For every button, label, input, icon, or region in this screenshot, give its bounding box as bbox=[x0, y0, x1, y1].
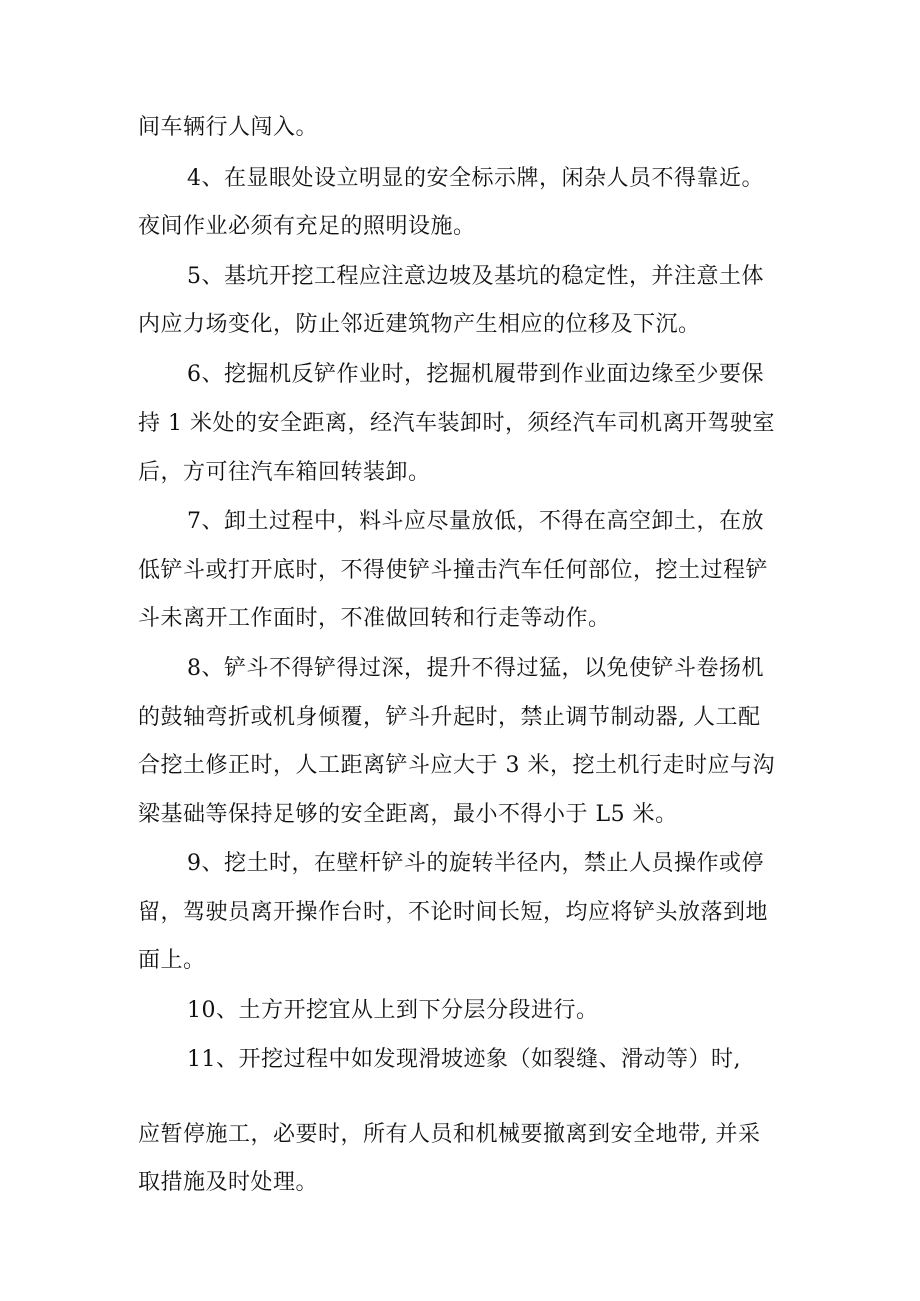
text-line: 7、卸土过程中，料斗应尽量放低，不得在高空卸土，在放 bbox=[187, 509, 764, 534]
text-line: 取措施及时处理。 bbox=[138, 1170, 319, 1195]
text-line: 留，驾驶员离开操作台时，不论时间长短，均应将铲头放落到地 bbox=[138, 900, 769, 925]
text-line: 后，方可往汽车箱回转装卸。 bbox=[138, 460, 431, 485]
text-line: 9、挖土时，在壁杆铲斗的旋转半径内，禁止人员操作或停 bbox=[187, 851, 764, 876]
text-line: 合挖土修正时，人工距离铲斗应大于 3 米，挖土机行走时应与沟 bbox=[138, 753, 775, 778]
text-line: 的鼓轴弯折或机身倾覆，铲斗升起时，禁止调节制动器, 人工配 bbox=[138, 705, 761, 730]
text-line: 11、开挖过程中如发现滑坡迹象（如裂缝、滑动等）时, bbox=[187, 1047, 741, 1072]
text-line: 间车辆行人闯入。 bbox=[138, 115, 319, 140]
text-line: 8、铲斗不得铲得过深，提升不得过猛，以免使铲斗卷扬机 bbox=[187, 656, 764, 681]
text-line: 持 1 米处的安全距离，经汽车装卸时，须经汽车司机离开驾驶室 bbox=[138, 411, 775, 436]
text-line: 4、在显眼处设立明显的安全标示牌，闲杂人员不得靠近。 bbox=[187, 166, 764, 191]
text-line: 内应力场变化，防止邻近建筑物产生相应的位移及下沉。 bbox=[138, 312, 701, 337]
text-line: 10、土方开挖宜从上到下分层分段进行。 bbox=[187, 998, 599, 1023]
text-line: 5、基坑开挖工程应注意边坡及基坑的稳定性，并注意土体 bbox=[187, 264, 764, 289]
text-line: 夜间作业必须有充足的照明设施。 bbox=[138, 214, 476, 239]
text-line: 面上。 bbox=[138, 948, 206, 973]
text-line: 6、挖掘机反铲作业时，挖掘机履带到作业面边缘至少要保 bbox=[187, 362, 764, 387]
text-line: 低铲斗或打开底时，不得使铲斗撞击汽车任何部位，挖土过程铲 bbox=[138, 558, 769, 583]
text-line: 斗未离开工作面时，不准做回转和行走等动作。 bbox=[138, 606, 611, 631]
text-line: 梁基础等保持足够的安全距离，最小不得小于 L5 米。 bbox=[138, 802, 678, 827]
text-line: 应暂停施工，必要时，所有人员和机械要撤离到安全地带, 并采 bbox=[138, 1122, 761, 1147]
